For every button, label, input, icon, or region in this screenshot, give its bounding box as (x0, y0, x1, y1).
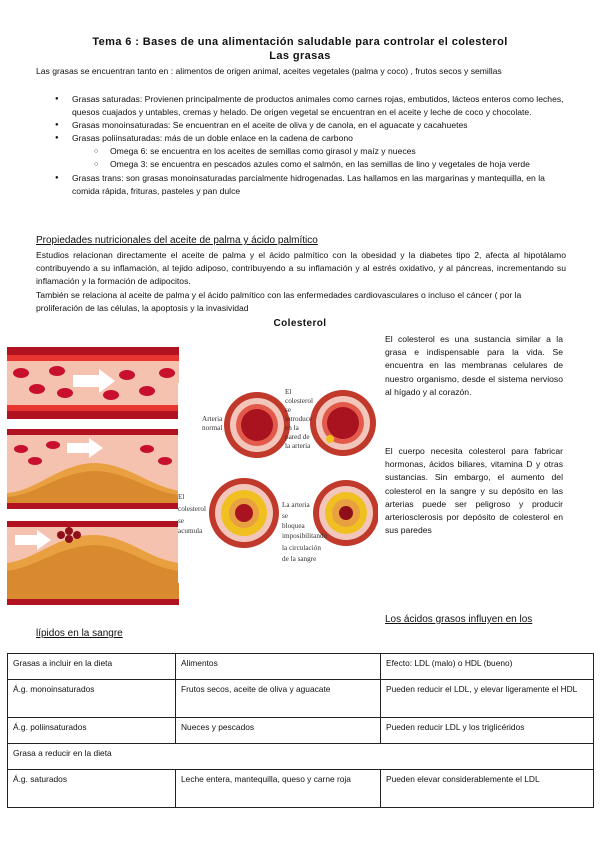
artery-blocked-panel (7, 521, 179, 605)
label-bloquea-5: de la sangre (282, 555, 317, 563)
document-title: Tema 6 : Bases de una alimentación saludable para controlar el colesterol (92, 36, 508, 48)
artery-healthy-panel (7, 347, 179, 419)
intro-paragraph: Las grasas se encuentran tanto en : alimentos de origen animal, aceites vegetales (palma y coco) , frutos secos y semillas (36, 66, 502, 76)
label-intro-0: El (285, 388, 292, 396)
label-bloquea-3: imposibilitando (282, 532, 328, 540)
fatty-acids-table (7, 653, 594, 808)
palm-oil-paragraph-1: Estudios relacionan directamente el aceite de palma y el ácido palmítico con la obesidad y la diabetes tipo 2, afecta al hipotálamo contribuyendo a su inflamación, al tejido adiposo, contribuyendo a su inflamación y al estrés oxidativo, y al páncreas, incrementando su inflamación y la formación de adipocitos. (36, 250, 566, 287)
table-cell: Nueces y pescados (176, 718, 381, 744)
label-bloquea-2: bloquea (282, 522, 305, 530)
table-cell: Pueden elevar considerablemente el LDL (381, 770, 594, 808)
label-acumula-3: acumula (178, 527, 203, 535)
list-item-polyunsaturated-text: Grasas poliinsaturadas: más de un doble enlace en la cadena de carbono (72, 133, 353, 144)
cross-section-accumulates (209, 478, 279, 548)
list-item-omega6: ○ Omega 6: se encuentra en los aceites de semillas como girasol y maíz y nueces (110, 145, 567, 158)
label-acumula-1: colesterol (178, 505, 206, 513)
table-cell: Á.g. monoinsaturados (8, 680, 176, 718)
omega-list (72, 145, 567, 171)
palm-oil-heading: Propiedades nutricionales del aceite de palma y ácido palmítico (36, 235, 318, 246)
table-header-row (8, 654, 594, 680)
cross-section-entering (310, 390, 376, 456)
table-header-cell: Efecto: LDL (malo) o HDL (bueno) (381, 654, 594, 680)
label-intro-6: la arteria (285, 442, 311, 450)
fat-types-list (72, 93, 567, 198)
artery-plaque-illustration (7, 345, 179, 607)
list-item-omega3: ○ Omega 3: se encuentra en pescados azules como el salmón, en las semillas de lino y vegetales de hoja verde (110, 158, 567, 171)
table-cell: Á.g. saturados (8, 770, 176, 808)
cholesterol-heading: Colesterol (273, 318, 327, 329)
cross-section-normal (224, 392, 290, 458)
artery-cross-section-diagram (178, 383, 378, 583)
list-item-polyunsaturated (72, 132, 567, 171)
label-intro-2: se (285, 406, 291, 414)
table-cell: Pueden reducir el LDL, y elevar ligeramente el HDL (381, 680, 594, 718)
list-item-trans: ● Grasas trans: son grasas monoinsaturadas parcialmente hidrogenadas. Las hallamos en las margarinas y mantequilla, en la comida rápida, frituras, pasteles y pan dulce (72, 172, 567, 198)
cholesterol-paragraph-2: El cuerpo necesita colesterol para fabricar hormonas, ácidos biliares, vitamina D y otras sustancias. Sin embargo, el aumento del colesterol en la sangre y su depósito en las arterias puede ser peligroso y producir arteriosclerosis por depósito de colesterol en sus paredes (385, 446, 563, 536)
list-item-monounsaturated: ● Grasas monoinsaturadas: Se encuentran en el aceite de oliva y de canola, en el aguacate y cacahuetes (72, 119, 567, 132)
label-bloquea-0: La arteria (282, 501, 310, 509)
table-cell: Leche entera, mantequilla, queso y carne roja (176, 770, 381, 808)
label-intro-5: pared de (285, 433, 310, 441)
palm-oil-paragraph-2: También se relaciona al aceite de palma y el ácido palmítico con las enfermedades cardiovasculares o incluso el cáncer ( por la proliferación de las células, la apoptosis y la invasividad (36, 290, 522, 314)
label-bloquea-1: se (282, 512, 288, 520)
table-header-cell: Grasas a incluir en la dieta (8, 654, 176, 680)
list-item-saturated: ● Grasas saturadas: Provienen principalmente de productos animales como carnes rojas, embutidos, lácteos enteros como leches, quesos cuajados y untables, cremas y helado. De origen vegetal se encuentran en el aceite y leche de coco y chocolate. (72, 93, 567, 119)
fatty-acids-heading-part2: lípidos en la sangre (36, 628, 123, 639)
table-row (8, 770, 594, 808)
table-cell: Pueden reducir LDL y los triglicéridos (381, 718, 594, 744)
label-bloquea-4: la circulación (282, 544, 321, 552)
label-acumula-0: El (178, 493, 185, 501)
label-acumula-2: se (178, 517, 184, 525)
cholesterol-paragraph-1: El colesterol es una sustancia similar a la grasa e indispensable para la vida. Se encuentra en las membranas celulares de nuestro organismo, desde el sistema nervioso al hígado y al corazón. (385, 334, 563, 397)
label-intro-4: en la (285, 424, 299, 432)
fatty-acids-heading-part1: Los ácidos grasos influyen en los (385, 614, 533, 625)
label-intro-1: colesterol (285, 397, 313, 405)
section-title-fats: Las grasas (269, 50, 331, 62)
table-section-row (8, 744, 594, 770)
label-arteria: Arteria (202, 415, 223, 423)
table-row (8, 680, 594, 718)
table-header-cell: Alimentos (176, 654, 381, 680)
label-normal: normal (202, 424, 223, 432)
table-section-cell: Grasa a reducir en la dieta (8, 744, 594, 770)
artery-plaque-panel (7, 429, 179, 509)
table-row (8, 718, 594, 744)
table-cell: Á.g. poliinsaturados (8, 718, 176, 744)
label-intro-3: introduce (285, 415, 313, 423)
table-cell: Frutos secos, aceite de oliva y aguacate (176, 680, 381, 718)
